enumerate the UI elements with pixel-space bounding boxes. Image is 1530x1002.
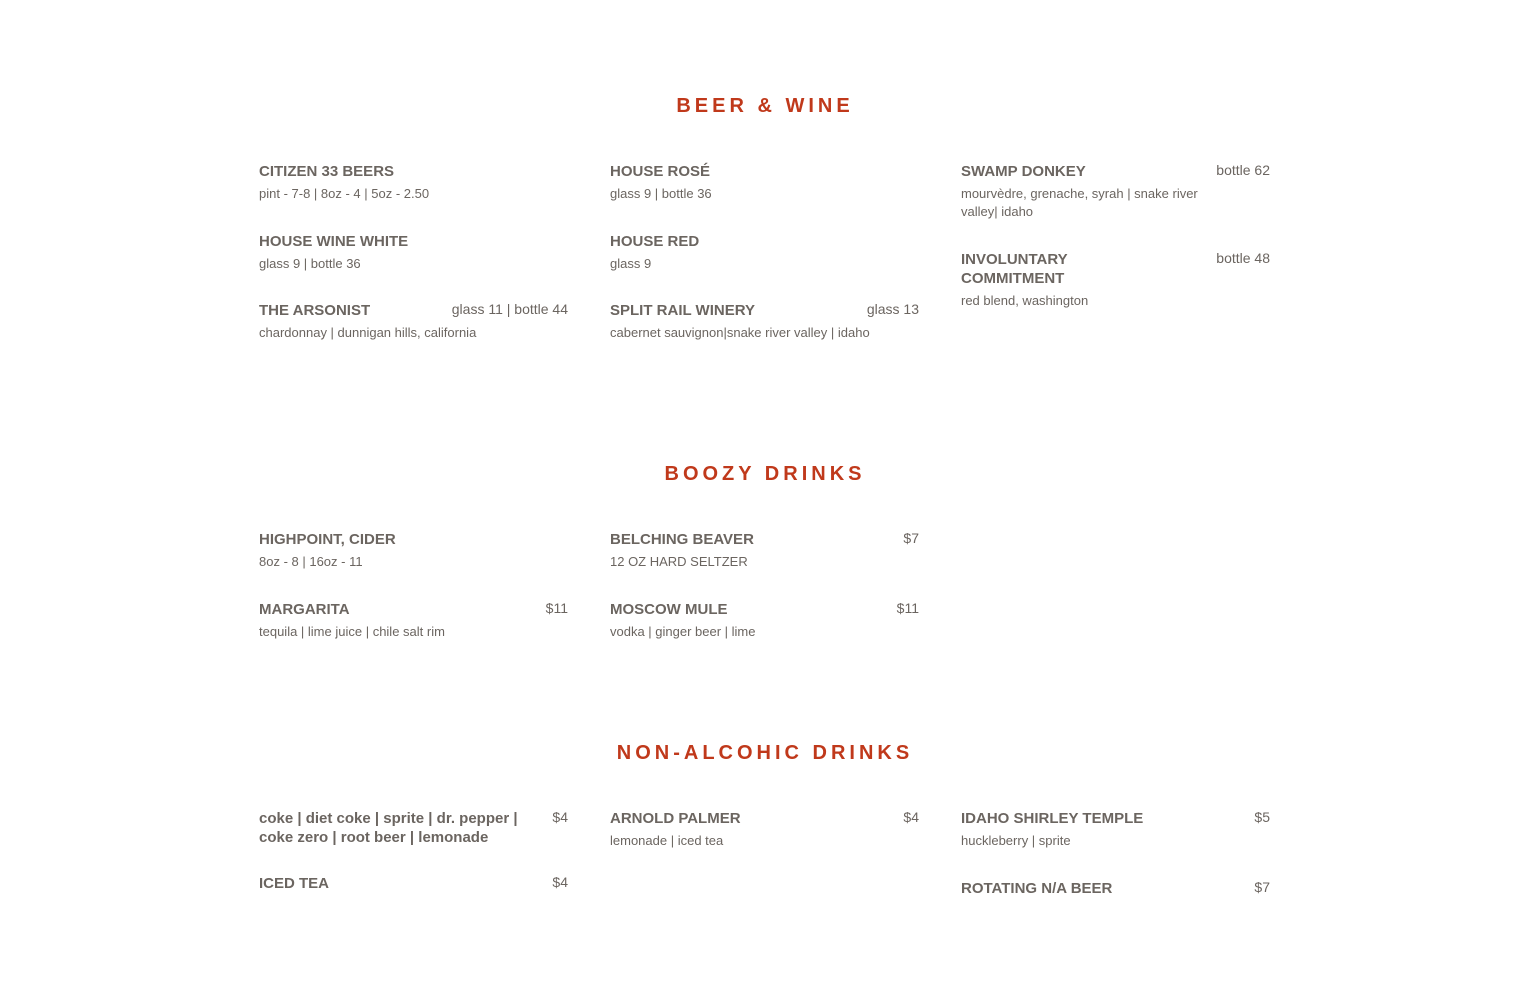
item-desc: glass 9 xyxy=(610,256,652,271)
item-desc: chardonnay | dunnigan hills, california xyxy=(259,325,477,340)
menu-item-shirley-temple xyxy=(961,809,1270,850)
item-name: ARNOLD PALMER xyxy=(610,810,741,827)
item-desc: huckleberry | sprite xyxy=(961,833,1071,848)
item-price: $7 xyxy=(1254,879,1270,895)
item-desc: mourvèdre, grenache, syrah | snake river valley| idaho xyxy=(961,186,1198,219)
item-name: HOUSE WINE WHITE xyxy=(259,233,409,250)
menu-item-moscow-mule xyxy=(610,600,919,641)
item-name: SPLIT RAIL WINERY xyxy=(610,302,756,319)
item-name: HIGHPOINT, CIDER xyxy=(259,531,396,548)
item-desc: 12 OZ HARD SELTZER xyxy=(610,554,748,569)
item-name: CITIZEN 33 BEERS xyxy=(259,163,395,180)
menu-item-arnold-palmer xyxy=(610,809,919,850)
menu-item-house-white xyxy=(259,232,568,273)
non-alcoholic-title: NON-ALCOHIC DRINKS xyxy=(616,742,914,764)
item-desc: tequila | lime juice | chile salt rim xyxy=(259,624,445,639)
item-price: glass 11 | bottle 44 xyxy=(451,301,568,317)
item-name: IDAHO SHIRLEY TEMPLE xyxy=(961,810,1144,827)
boozy-drinks-title: BOOZY DRINKS xyxy=(664,463,866,485)
item-name: INVOLUNTARY COMMITMENT xyxy=(961,251,1068,287)
menu-item-house-rose xyxy=(610,162,919,203)
menu-item-arsonist xyxy=(259,301,568,342)
item-price: glass 13 xyxy=(866,301,919,317)
item-name: coke | diet coke | sprite | dr. pepper | coke zero | root beer | lemonade xyxy=(259,810,518,846)
menu-item-house-red xyxy=(610,232,919,273)
item-price: $11 xyxy=(545,600,568,616)
item-name: MARGARITA xyxy=(259,601,350,618)
item-name: ICED TEA xyxy=(259,875,330,892)
item-name: ROTATING N/A BEER xyxy=(961,880,1113,897)
item-price: $4 xyxy=(552,809,568,825)
menu-item-involuntary xyxy=(961,250,1270,310)
menu-item-iced-tea xyxy=(259,874,568,893)
beer-wine-section xyxy=(259,94,1271,384)
item-name: MOSCOW MULE xyxy=(610,601,728,618)
item-desc: vodka | ginger beer | lime xyxy=(610,624,756,639)
item-desc: pint - 7-8 | 8oz - 4 | 5oz - 2.50 xyxy=(259,186,430,201)
beer-wine-title: BEER & WINE xyxy=(676,95,854,117)
item-desc: 8oz - 8 | 16oz - 11 xyxy=(259,554,363,569)
item-price: $7 xyxy=(903,530,919,546)
item-desc: cabernet sauvignon|snake river valley | idaho xyxy=(610,325,870,340)
menu-item-swamp-donkey xyxy=(961,162,1270,221)
item-desc: red blend, washington xyxy=(961,293,1089,308)
non-alcoholic-section xyxy=(259,741,1271,941)
item-desc: lemonade | iced tea xyxy=(610,833,724,848)
boozy-drinks-section xyxy=(259,462,1271,662)
item-price: $4 xyxy=(552,874,568,890)
menu-item-belching-beaver xyxy=(610,530,919,571)
menu-item-split-rail xyxy=(610,301,919,342)
item-price: $5 xyxy=(1254,809,1270,825)
menu-item-sodas xyxy=(259,809,568,847)
item-price: $11 xyxy=(896,600,919,616)
item-name: BELCHING BEAVER xyxy=(610,531,754,548)
item-price: bottle 62 xyxy=(1216,162,1270,178)
item-desc: glass 9 | bottle 36 xyxy=(259,256,361,271)
item-name: SWAMP DONKEY xyxy=(961,163,1086,180)
item-name: HOUSE ROSÉ xyxy=(610,163,711,180)
item-name: THE ARSONIST xyxy=(259,302,371,319)
item-price: bottle 48 xyxy=(1216,250,1270,266)
item-desc: glass 9 | bottle 36 xyxy=(610,186,712,201)
item-name: HOUSE RED xyxy=(610,233,700,250)
item-price: $4 xyxy=(903,809,919,825)
menu-item-citizen xyxy=(259,162,568,203)
menu-item-margarita xyxy=(259,600,568,641)
menu-item-na-beer xyxy=(961,879,1270,898)
menu-item-highpoint xyxy=(259,530,568,571)
